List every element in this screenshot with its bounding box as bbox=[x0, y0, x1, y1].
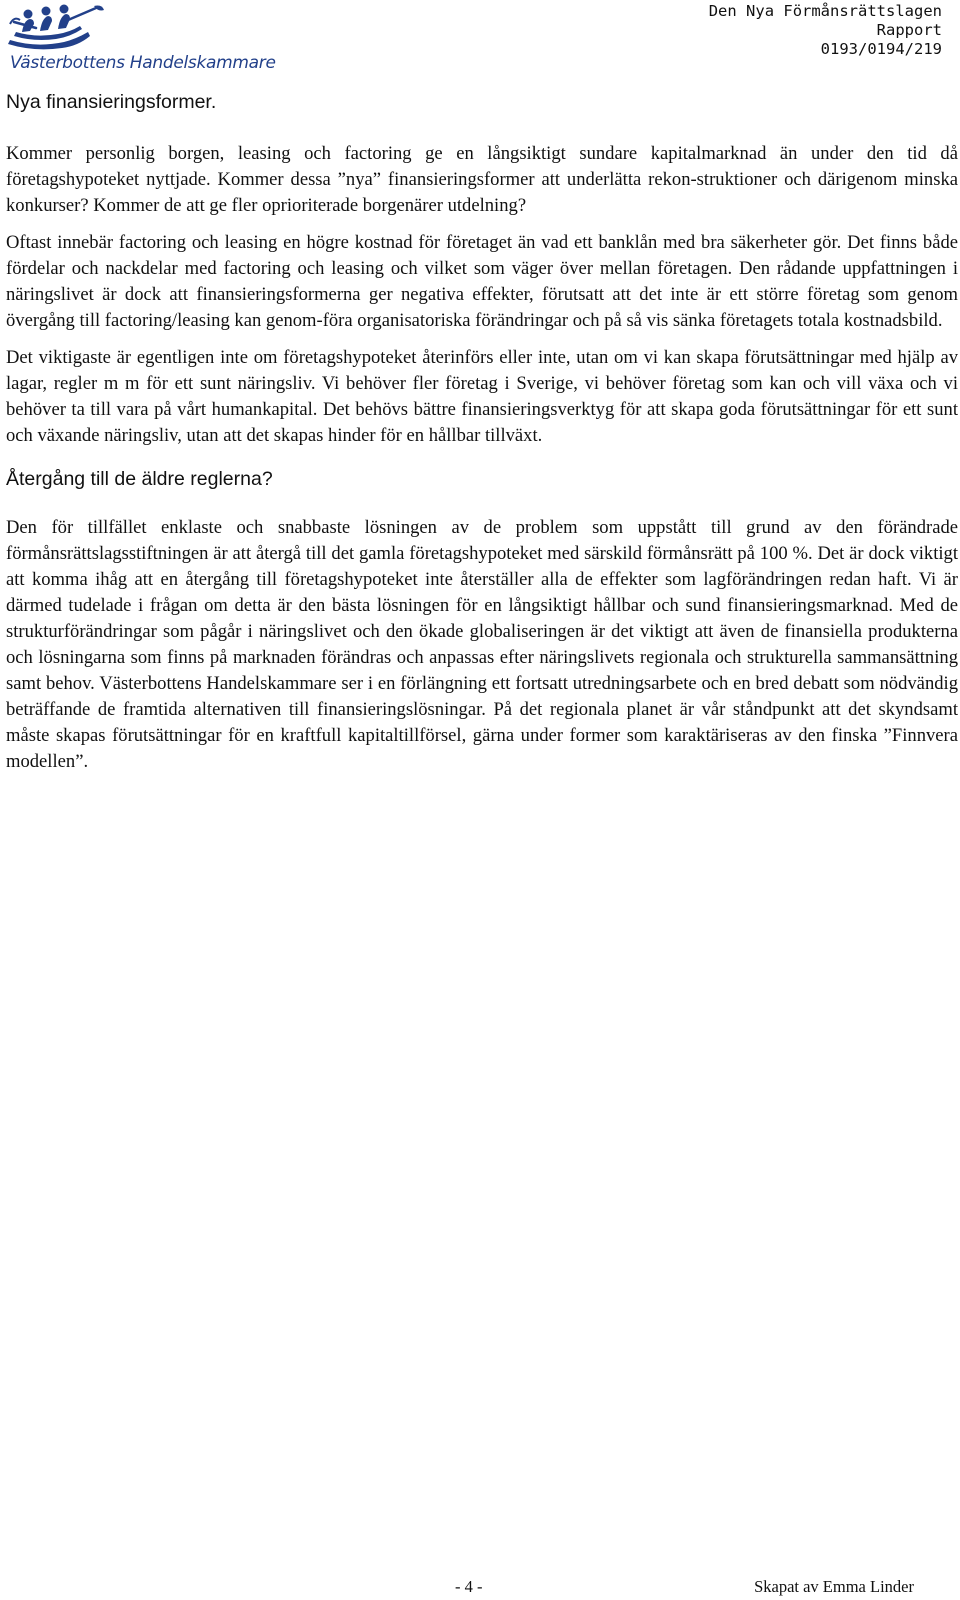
document-number: 0193/0194/219 bbox=[820, 40, 942, 58]
document-type: Rapport bbox=[876, 21, 942, 39]
page-header bbox=[0, 0, 960, 90]
body-paragraph: Den för tillfället enklaste och snabbaste lösningen av de problem som uppstått till grund av den förändrade förmånsrättslagsstiftningen är att återgå till det gamla företagshypoteket med särskild förmånsrätt på 100 %. Det är dock viktigt att komma ihåg att en återgång till företagshypoteket inte återställer alla de effekter som lagförändringen redan haft. Vi är därmed tudelade i frågan om detta är den bästa lösningen för en långsiktigt hållbar och sund finansieringsmarknad. Med de strukturförändringar som pågår i näringslivet och den ökade globaliseringen är det viktigt att även de finansiella produkterna och lösningarna som finns på marknaden förändras och anpassas efter näringslivets regionala och strukturella sammansättning samt behov. Västerbottens Handelskammare ser i en förlängning ett fortsatt utredningsarbete och en bred debatt som nödvändig beträffande de framtida alternativen till finansieringslösningar. På det regionala planet är vår ståndpunkt att det skyndsamt måste skapas förutsättningar för en kraftfull kapitaltillförsel, gärna under former som karaktäriseras av den finska ”Finnvera modellen”. bbox=[6, 517, 958, 772]
logo-wordmark: Västerbottens Handelskammare bbox=[10, 53, 276, 73]
section-heading-new-financing: Nya finansieringsformer. bbox=[6, 91, 217, 113]
organization-logo bbox=[6, 2, 276, 78]
document-meta bbox=[709, 2, 942, 59]
document-title: Den Nya Förmånsrättslagen bbox=[708, 2, 942, 20]
author-credit: Skapat av Emma Linder bbox=[754, 1577, 914, 1596]
document-body bbox=[6, 90, 958, 775]
boat-logo-icon bbox=[6, 2, 106, 52]
body-paragraph: Oftast innebär factoring och leasing en högre kostnad för företaget än vad ett banklån med bra säkerheter gör. Det finns både fördelar och nackdelar med factoring och leasing och vilket som väger över mellan företagen. Den rådande uppfattningen i näringslivet är dock att finansieringsformerna ger negativa effekter, förutsatt att det inte är ett större företag som genom övergång till factoring/leasing kan genom-föra organisatoriska förändringar och på så vis sänka företagets totala kostnadsbild. bbox=[6, 232, 958, 331]
page-number: - 4 - bbox=[455, 1577, 483, 1596]
body-paragraph: Kommer personlig borgen, leasing och factoring ge en långsiktigt sundare kapitalmarknad än under den tid då företagshypoteket nyttjade. Kommer dessa ”nya” finansieringsformer att underlätta rekon-struktioner och därigenom minska konkurser? Kommer de att ge fler oprioriterade borgenärer utdelning? bbox=[6, 143, 958, 216]
body-paragraph: Det viktigaste är egentligen inte om företagshypoteket återinförs eller inte, utan om vi kan skapa förutsättningar med hjälp av lagar, regler m m för ett sunt näringsliv. Vi behöver fler företag i Sverige, vi behöver företag som kan och vill växa och vi behöver ta till vara på vårt humankapital. Det behövs bättre finansieringsverktyg för att skapa goda förutsättningar för ett sunt och växande näringsliv, utan att det skapas hinder för en hållbar tillväxt. bbox=[6, 347, 958, 446]
section-heading-return-to-old-rules: Återgång till de äldre reglerna? bbox=[6, 468, 273, 490]
